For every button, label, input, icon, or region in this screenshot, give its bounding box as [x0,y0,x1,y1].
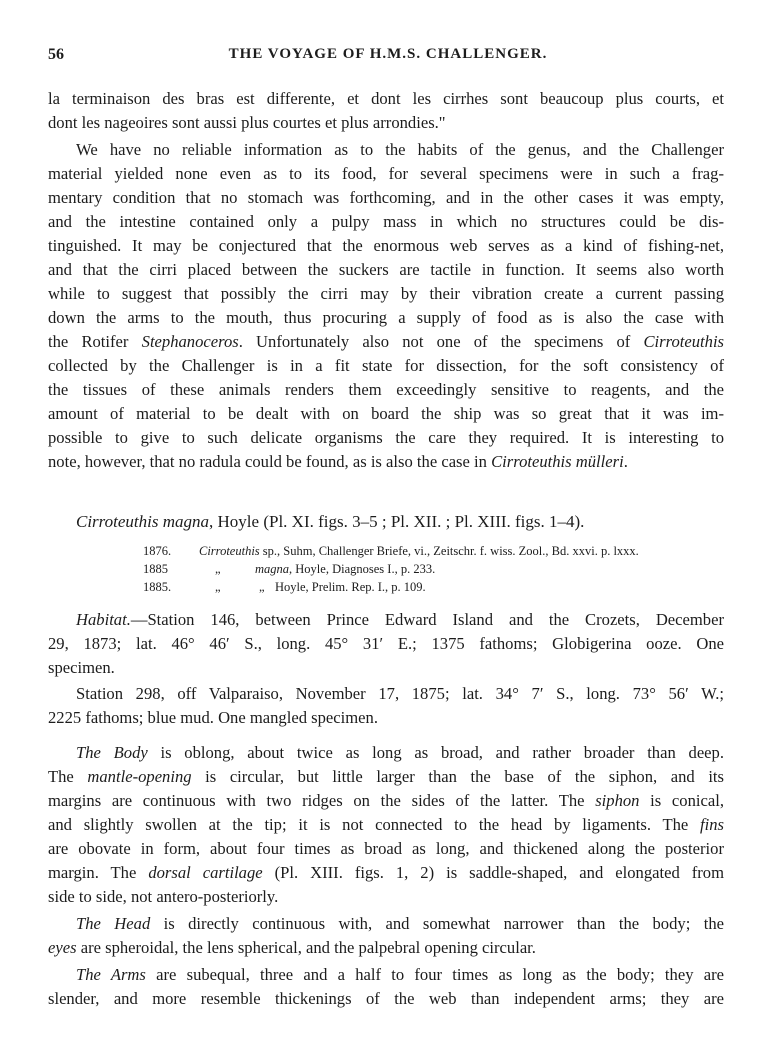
text-line: eyes are spheroidal, the lens spherical, and the palpebral opening circular. [48,938,536,957]
text-line: la terminaison des bras est differente, et dont les cirrhes sont beaucoup plus courts, et [48,89,724,108]
running-title: THE VOYAGE OF H.M.S. CHALLENGER. [228,46,548,62]
text-line: margins are continuous with two ridges on the sides of the latter. The siphon is conical, [48,791,724,810]
species-name: Cirroteuthis mülleri [491,452,624,471]
text-line: Habitat.—Station 146, between Prince Edward Island and the Crozets, December [76,610,724,629]
section-term: siphon [595,791,640,810]
reference-entry: 1885 „ magna, Hoyle, Diagnoses I., p. 233. [143,562,436,576]
text-line: collected by the Challenger is in a fit state for dissection, for the soft consistency of [48,356,724,375]
habitat-label: Habitat. [76,610,131,629]
section-term: mantle-opening [87,767,192,786]
section-term: The Head [76,914,151,933]
genus-name: Stephanoceros [141,332,239,351]
text-line: the tissues of these animals renders them exceedingly sensitive to reagents, and the [48,380,724,399]
text-line: 29, 1873; lat. 46° 46′ S., long. 45° 31′ E.; 1375 fathoms; Globigerina ooze. One [48,634,724,653]
text-line: The Head is directly continuous with, and somewhat narrower than the body; the [76,914,724,933]
section-term: eyes [48,938,77,957]
text-line: amount of material to be dealt with on board the ship was so great that it was im- [48,404,724,423]
text-line: The Body is oblong, about twice as long as broad, and rather broader than deep. [76,743,724,762]
page-number: 56 [48,46,64,63]
text-line: 2225 fathoms; blue mud. One mangled specimen. [48,708,378,727]
text-line: The mantle-opening is circular, but little larger than the base of the siphon, and its [48,767,724,786]
text-line: mentary condition that no stomach was forthcoming, and in the other cases it was empty, [48,188,724,207]
text-line: and that the cirri placed between the suckers are tactile in function. It seems also worth [48,260,724,279]
reference-entry: 1885. „ „ Hoyle, Prelim. Rep. I., p. 109. [143,580,426,594]
text-line: margin. The dorsal cartilage (Pl. XIII. figs. 1, 2) is saddle-shaped, and elongated from [48,863,724,882]
text-line: dont les nageoires sont aussi plus courtes et plus arrondies." [48,113,446,132]
text-line: side to side, not antero-posteriorly. [48,887,279,906]
text-line: the Rotifer Stephanoceros. Unfortunately also not one of the specimens of Cirroteuthis [48,332,725,351]
genus-name: Cirroteuthis [643,332,725,351]
text-line: We have no reliable information as to the habits of the genus, and the Challenger [76,140,724,159]
section-term: The Body [76,743,148,762]
reference-entry: 1876. Cirroteuthis sp., Suhm, Challenger Briefe, vi., Zeitschr. f. wiss. Zool., Bd. xxvi. p. lxxx. [143,544,639,558]
species-heading: Cirroteuthis magna, Hoyle (Pl. XI. figs. 3–5 ; Pl. XII. ; Pl. XIII. figs. 1–4). [76,512,585,531]
section-term: dorsal cartilage [148,863,263,882]
text-line: down the arms to the mouth, thus procuring a supply of food as is also the case with [48,308,724,327]
text-line: specimen. [48,658,115,677]
text-line: and the intestine contained only a pulpy mass in which no structures could be dis- [48,212,724,231]
text-line: slender, and more resemble thickenings of the web than independent arms; they are [48,989,724,1008]
text-line: The Arms are subequal, three and a half to four times as long as the body; they are [76,965,724,984]
text-line: while to suggest that possibly the cirri may by their vibration create a current passing [48,284,724,303]
text-line: are obovate in form, about four times as broad as long, and thickened along the posterior [48,839,724,858]
text-line: and slightly swollen at the tip; it is not connected to the head by ligaments. The fins [48,815,724,834]
text-line: note, however, that no radula could be found, as is also the case in Cirroteuthis mülleri. [48,452,628,471]
text-line: material yielded none even as to its food, for several specimens were in such a frag- [48,164,724,183]
text-line: possible to give to such delicate organisms the care they required. It is interesting to [48,428,724,447]
section-term: fins [700,815,724,834]
text-line: Station 298, off Valparaiso, November 17, 1875; lat. 34° 7′ S., long. 73° 56′ W.; [76,684,724,703]
section-term: The Arms [76,965,146,984]
species-name: Cirroteuthis magna [76,512,210,531]
text-line: tinguished. It may be conjectured that the enormous web serves as a kind of fishing-net, [48,236,724,255]
